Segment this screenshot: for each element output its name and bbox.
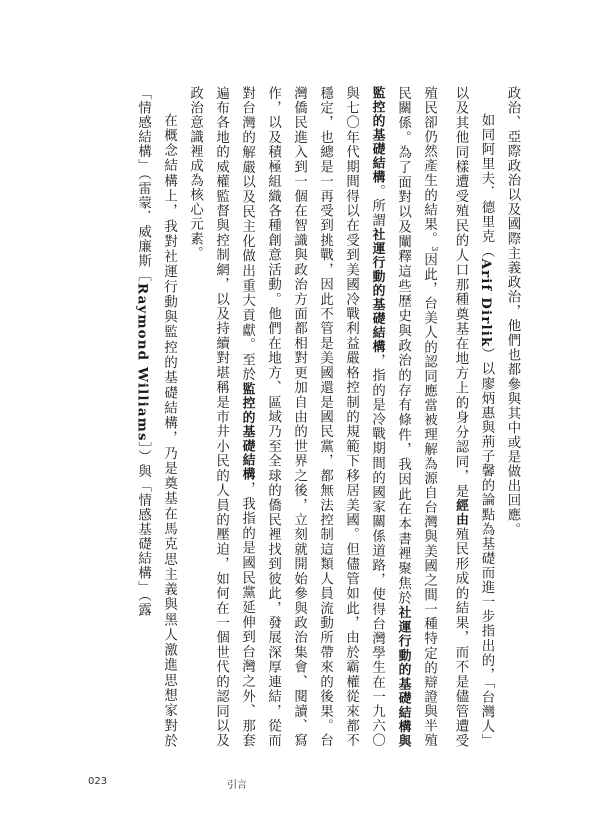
author-name-latin: Arif Dirlik [478, 258, 494, 348]
page-footer [0, 776, 603, 792]
emphasis-text: 社運行動的基礎結構 [369, 227, 385, 354]
paragraph-2: 如同阿里夫．德里克（Arif Dirlik）以廖炳惠與荊子馨的論點為基礎而進一步指出的，「台灣人」以及其他同樣遭受殖民的人口那種奠基在地方上的身分認同，是經由殖民形成的結果，而不是儘管遭受殖民卻仍然產生的結果。$^3$因此，台美人的認同應當被理解為源自台灣與美國之間一種特定的辯證與半殖民關係。為了面對以及闡釋這些歷史與政治的存有條件，我因此在本書裡聚焦於社運行動的基礎結構與監控的基礎結構。所謂社運行動的基礎結構，指的是冷戰期間的國家關係道路，使得台灣學生在一九六〇與七〇年代期間得以在受到美國冷戰利益嚴格控制的規範下移居美國。但儘管如此，由於霸權從來都不穩定，也總是一再受到挑戰，因此不管是美國還是國民黨，都無法控制這類人員流動所帶來的後果。台灣僑民進入到一個在智識與政治方面都相對更加自由的世界之後，立刻就開始參與政治集會、閱讀、寫作，以及積極組織各種創意活動。他們在地方、區域乃至全球的僑民裡找到彼此，發展深厚連結，從而對台灣的解嚴以及民主化做出重大貢獻。至於監控的基礎結構，我指的是國民黨延伸到台灣之外、那套遍布各地的威權監督與控制網，以及持續對堪稱是市井小民的人員的壓迫，如何在一個世代的認同以及政治意識裡成為核心元素。 [187, 86, 494, 749]
paragraph-3: 在概念結構上，我對社運行動與監控的基礎結構，乃是奠基在馬克思主義與黑人激進思想家對於「情感結構」（雷蒙．威廉斯［Raymond Williams］）與「情感基礎結構」（露 [134, 86, 177, 748]
emphasis-text: 經由 [453, 498, 468, 528]
body-text [75, 86, 525, 748]
running-head: 引言 [227, 780, 247, 791]
author-name-latin: Raymond Williams [134, 283, 151, 442]
paragraph-1: 政治、亞際政治以及國際主義政治，他們也都參與其中或是做出回應。 [505, 86, 520, 538]
emphasis-text: 監控的基礎結構 [239, 382, 255, 482]
page-number: 023 [88, 776, 108, 787]
emphasis-text: 社運行動的基礎結構與監控的基礎結構 [369, 86, 411, 749]
footnote-marker[interactable]: 3 [430, 246, 439, 253]
